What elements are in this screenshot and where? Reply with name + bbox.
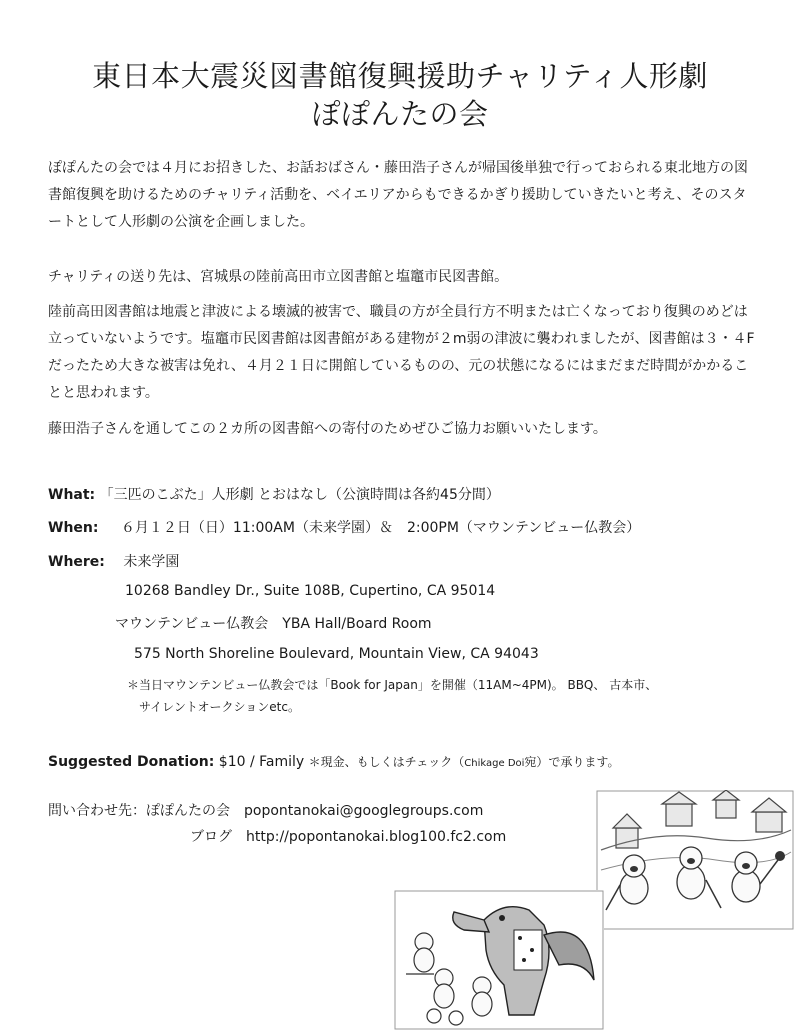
donation-row — [48, 753, 619, 770]
what-label: What: — [48, 487, 96, 503]
intro-paragraph-2: チャリティの送り先は、宮城県の陸前高田市立図書館と塩竈市民図書館。 — [48, 269, 509, 285]
intro-paragraph-4: 藤田浩子さんを通してこの２カ所の図書館への寄付のためぜひご協力お願いいたします。 — [48, 421, 607, 437]
contact-line-1: 問い合わせ先：ぽぽんたの会 popontanokai@googlegroups.com — [48, 803, 484, 819]
venue-2-name: マウンテンビュー仏教会 YBA Hall/Board Room — [115, 616, 432, 632]
venue-2-address: 575 North Shoreline Boulevard, Mountain View, CA 94043 — [134, 646, 539, 662]
where-label: Where: — [48, 554, 105, 570]
when-label: When: — [48, 520, 99, 536]
intro-paragraph-3: 陸前高田図書館は地震と津波による壊滅的被害で、職員の方が全員行方不明または亡くなっており復興のめどは立っていないようです。塩竈市民図書館は図書館がある建物が２m弱の津波に襲われましたが、図書館は３・４Fだったため大きな被害は免れ、４月２１日に開館しているものの、元の状態になるにはまだまだ時間がかかることと思われます。 — [48, 304, 755, 401]
venue-1-name: 未来学園 — [123, 554, 180, 570]
donation-amount: $10 / Family — [218, 754, 305, 770]
what-row — [48, 484, 500, 504]
title-line-1: 東日本大震災図書館復興援助チャリティ人形劇 — [92, 59, 708, 93]
three-pigs-village-illustration — [596, 790, 794, 930]
when-value: ６月１２日（日）11:00AM（未来学園）＆ 2:00PM（マウンテンビュー仏教会） — [120, 520, 641, 536]
what-value: 「三匹のこぶた」人形劇 とおはなし（公演時間は各約45分間） — [99, 487, 500, 503]
title-line-2: ぽぽんたの会 — [311, 97, 489, 131]
event-note-line-1: ＊当日マウンテンビュー仏教会では「Book for Japan」を開催（11AM~4PM)。 BBQ、 古本市、 — [127, 678, 658, 692]
donation-note: ＊現金、もしくはチェック（Chikage Doi宛）で承ります。 — [308, 755, 620, 769]
event-note-line-2: サイレントオークションetc。 — [139, 700, 300, 714]
intro-paragraph-1: ぽぽんたの会では４月にお招きした、お話おばさん・藤田浩子さんが帰国後単独で行っておられる東北地方の図書館復興を助けるためのチャリティ活動を、ベイエリアからもできるかぎり援助していきたいと考え、そのスタートとして人形劇の公演を企画しました。 — [48, 160, 748, 230]
wolf-pigs-icon — [394, 890, 604, 1030]
when-row — [48, 517, 640, 537]
wolf-and-pigs-illustration — [394, 890, 604, 1030]
donation-label: Suggested Donation: — [48, 754, 215, 770]
where-row — [48, 551, 179, 571]
venue-1-address: 10268 Bandley Dr., Suite 108B, Cupertino, CA 95014 — [125, 583, 496, 599]
contact-line-2: ブログ http://popontanokai.blog100.fc2.com — [190, 829, 507, 845]
pigs-village-icon — [596, 790, 794, 930]
